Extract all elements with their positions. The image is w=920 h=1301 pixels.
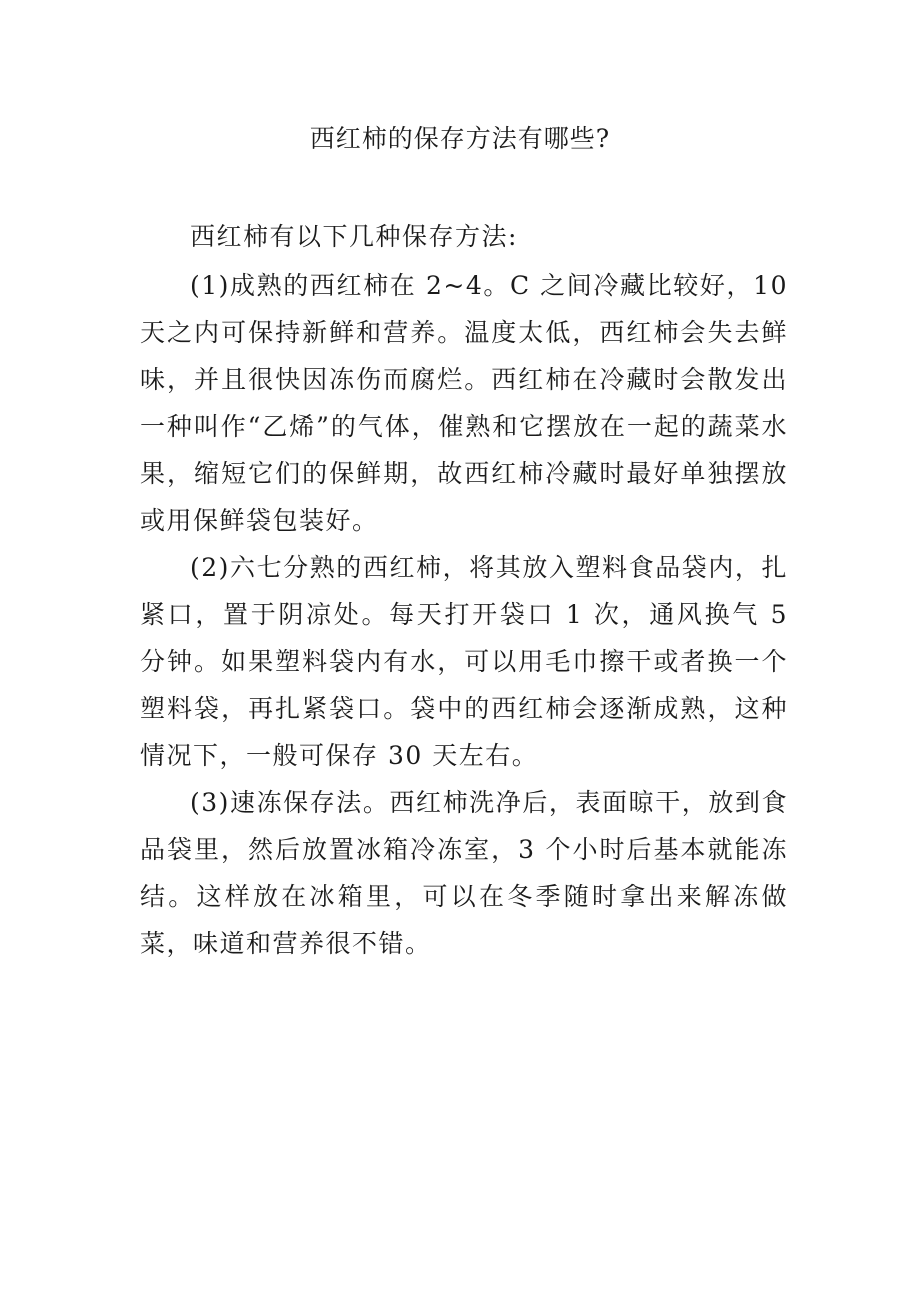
paragraph-3: (3)速冻保存法。西红柿洗净后，表面晾干，放到食品袋里，然后放置冰箱冷冻室，3 个小时后基本就能冻结。这样放在冰箱里，可以在冬季随时拿出来解冻做菜，味道和营养很不错。: [140, 788, 788, 958]
paragraph-2: (2)六七分熟的西红柿，将其放入塑料食品袋内，扎紧口，置于阴凉处。每天打开袋口 1 次，通风换气 5 分钟。如果塑料袋内有水，可以用毛巾擦干或者换一个塑料袋，再扎紧袋口。袋中的西红柿会逐渐成熟，这种情况下，一般可保存 30 天左右。: [140, 553, 788, 770]
intro-paragraph: 西红柿有以下几种保存方法:: [190, 222, 518, 251]
document-body: [140, 213, 788, 967]
page-title: 西红柿的保存方法有哪些?: [309, 124, 611, 153]
paragraph-1: (1)成熟的西红柿在 2~4。C 之间冷藏比较好，10 天之内可保持新鲜和营养。温度太低，西红柿会失去鲜味，并且很快因冻伤而腐烂。西红柿在冷藏时会散发出一种叫作“乙烯”的气体，催熟和它摆放在一起的蔬菜水果，缩短它们的保鲜期，故西红柿冷藏时最好单独摆放或用保鲜袋包装好。: [140, 271, 788, 535]
